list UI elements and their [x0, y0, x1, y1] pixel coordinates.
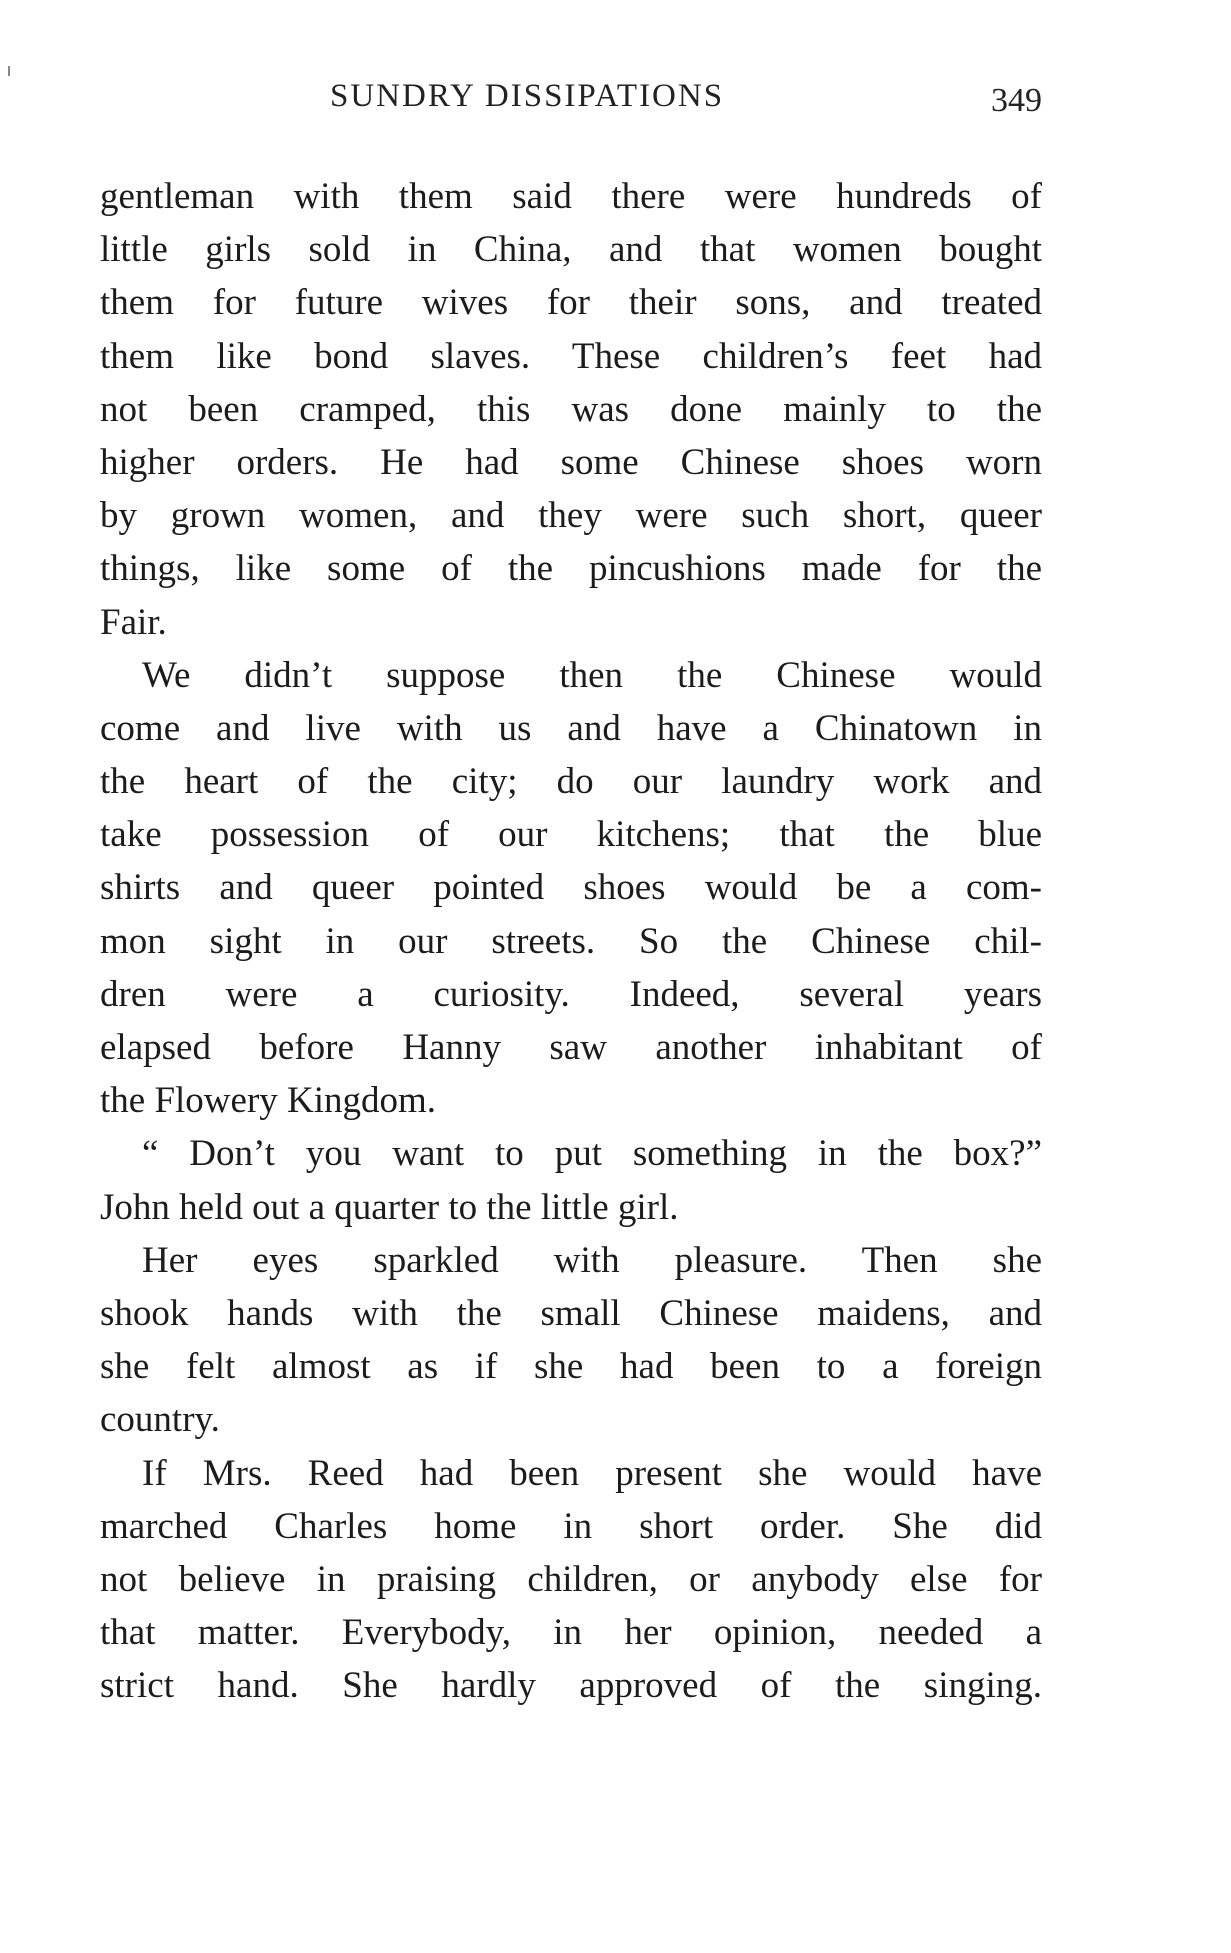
text-line: shirts and queer pointed shoes would be a com- [100, 867, 1042, 909]
text-line: country. [100, 1399, 220, 1441]
text-line: she felt almost as if she had been to a foreign [100, 1346, 1042, 1388]
text-line: that matter. Everybody, in her opinion, needed a [100, 1612, 1042, 1654]
text-line: Fair. [100, 601, 167, 643]
text-line: not been cramped, this was done mainly to the [100, 388, 1042, 430]
margin-speck [8, 66, 10, 76]
text-line: We didn’t suppose then the Chinese would [142, 654, 1042, 696]
running-title: SUNDRY DISSIPATIONS [330, 78, 725, 114]
text-line: marched Charles home in short order. She did [100, 1505, 1042, 1547]
text-line: Her eyes sparkled with pleasure. Then she [142, 1239, 1042, 1281]
text-line: If Mrs. Reed had been present she would have [142, 1452, 1042, 1494]
text-line: them for future wives for their sons, and treated [100, 282, 1042, 324]
text-line: things, like some of the pincushions made for the [100, 548, 1042, 590]
text-line: dren were a curiosity. Indeed, several years [100, 973, 1042, 1015]
page-header [100, 78, 1042, 126]
body-text [100, 170, 1042, 1712]
text-line: the Flowery Kingdom. [100, 1080, 437, 1122]
text-line: take possession of our kitchens; that the blue [100, 814, 1042, 856]
text-line: by grown women, and they were such short, queer [100, 495, 1042, 537]
text-line: higher orders. He had some Chinese shoes worn [100, 441, 1042, 483]
text-line: come and live with us and have a Chinatown in [100, 707, 1042, 749]
text-line: the heart of the city; do our laundry work and [100, 761, 1042, 803]
text-line: elapsed before Hanny saw another inhabitant of [100, 1027, 1042, 1068]
text-line: shook hands with the small Chinese maidens, and [100, 1292, 1042, 1334]
text-line: little girls sold in China, and that women bought [100, 229, 1042, 271]
text-line: strict hand. She hardly approved of the singing. [100, 1665, 1042, 1707]
text-line: “ Don’t you want to put something in the box?” [142, 1133, 1042, 1175]
text-line: them like bond slaves. These children’s feet had [100, 335, 1042, 377]
page-number: 349 [991, 82, 1042, 119]
text-line: gentleman with them said there were hundreds of [100, 176, 1042, 217]
text-line: mon sight in our streets. So the Chinese chil- [100, 920, 1042, 962]
text-line: not believe in praising children, or anybody else for [100, 1558, 1042, 1600]
text-line: John held out a quarter to the little girl. [100, 1186, 679, 1228]
